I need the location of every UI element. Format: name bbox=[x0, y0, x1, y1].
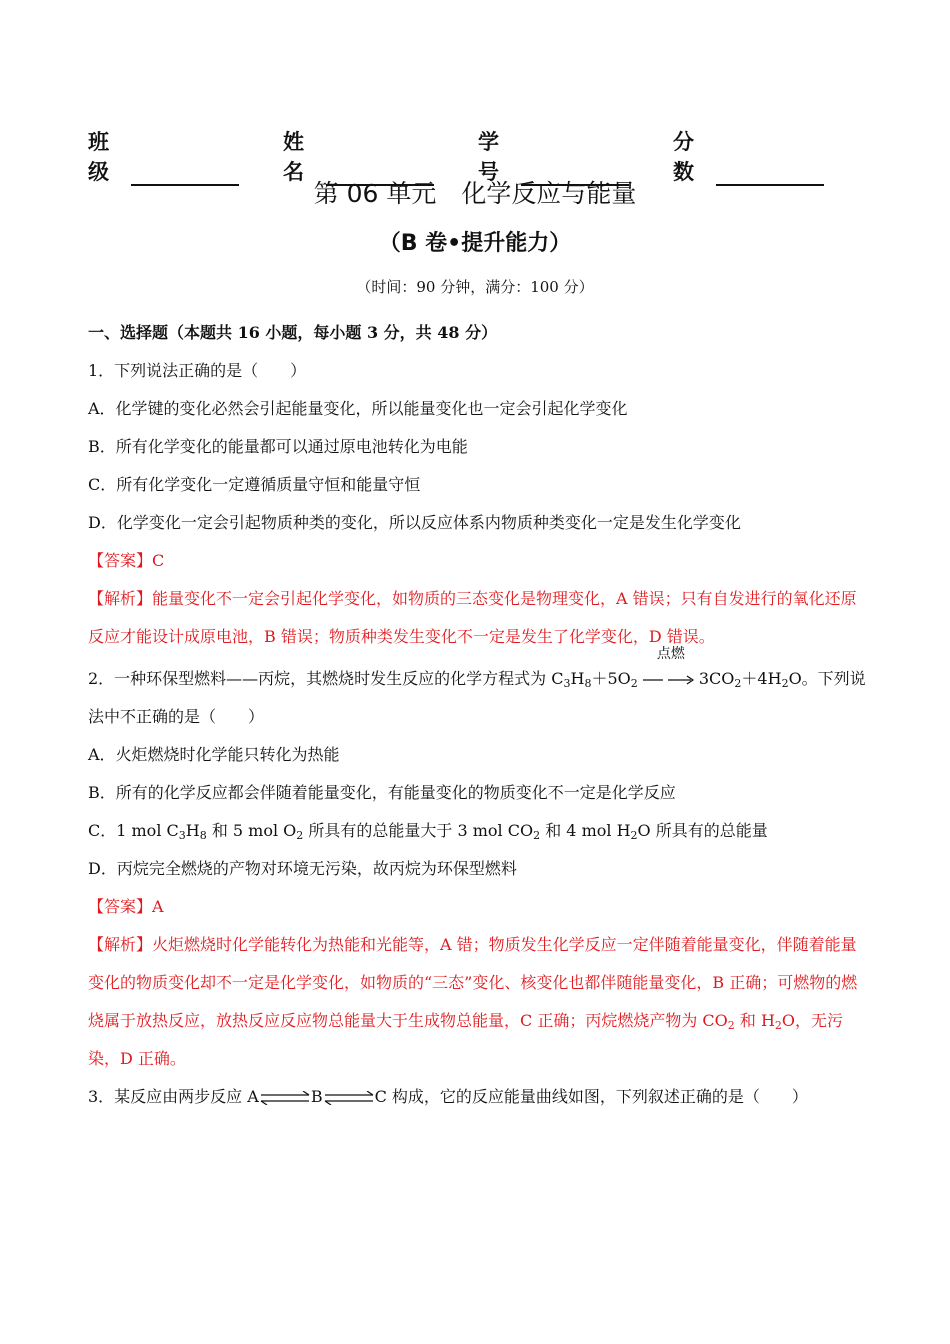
equilibrium-arrow-icon bbox=[323, 1091, 375, 1105]
question-3-stem bbox=[88, 1078, 866, 1116]
stem-text: 3．某反应由两步反应 A bbox=[88, 1087, 259, 1106]
option-text: 和 5 mol O bbox=[211, 821, 297, 840]
question-2-stem-continued: 法中不正确的是（ ） bbox=[88, 707, 265, 726]
question-2-option-d: D．丙烷完全燃烧的产物对环境无污染，故丙烷为环保型燃料 bbox=[88, 859, 517, 878]
name-label: 姓名 bbox=[283, 130, 304, 184]
questions-body bbox=[88, 314, 866, 1116]
question-1-option-a: A．化学键的变化必然会引起能量变化，所以能量变化也一定会引起化学变化 bbox=[88, 399, 628, 418]
analysis-text: 能量变化不一定会引起化学变化，如物质的三态变化是物理变化，A 错误；只有自发进行的氧化还原反应才能设计成原电池，B 错误；物质种类发生变化不一定是发生了化学变化，D 错误。 bbox=[88, 589, 857, 646]
question-1-option-c: C．所有化学变化一定遵循质量守恒和能量守恒 bbox=[88, 475, 421, 494]
option-text: 所具有的总能量大于 3 mol CO bbox=[308, 821, 534, 840]
option-text: C．1 mol C bbox=[88, 821, 179, 840]
arrow-icon bbox=[643, 674, 699, 686]
stem-text: ＋4H bbox=[741, 669, 782, 688]
condition-label: 点燃 bbox=[656, 645, 685, 662]
question-2-answer: 【答案】A bbox=[88, 897, 164, 916]
analysis-text: O，无污染，D 正确。 bbox=[88, 1011, 844, 1068]
class-label: 班级 bbox=[88, 130, 109, 184]
stem-text: ＋5O bbox=[591, 669, 631, 688]
question-2-analysis: 【解析】火炬燃烧时化学能转化为热能和光能等，A 错；物质发生化学反应一定伴随着能量变化，伴随着能量变化的物质变化却不一定是化学变化，如物质的“三态”变化、核变化也都伴随能量变化，B 正确；可燃物的燃烧属于放热反应，放热反应反应物总能量大于生成物总能量，C 正确；丙烷燃烧产物为 $CO_2$ 和 $H_2O$，无污染，D 正确。 bbox=[88, 935, 858, 1068]
question-2-option-a: A．火炬燃烧时化学能只转化为热能 bbox=[88, 745, 340, 764]
stem-text: O。下列说 bbox=[788, 669, 866, 688]
stem-text: B bbox=[310, 1087, 323, 1106]
analysis-label: 【解析】 bbox=[88, 589, 153, 608]
exam-timing: （时间：90 分钟，满分：100 分） bbox=[356, 278, 594, 296]
question-1-answer: 【答案】C bbox=[88, 551, 165, 570]
stem-text: 3CO bbox=[698, 669, 735, 688]
equilibrium-arrow-icon bbox=[259, 1091, 311, 1105]
question-1-option-d: D．化学变化一定会引起物质种类的变化，所以反应体系内物质种类变化一定是发生化学变化 bbox=[88, 513, 741, 532]
page-title: 第 06 单元 化学反应与能量 bbox=[313, 179, 637, 208]
option-text: 和 4 mol H bbox=[545, 821, 631, 840]
question-2-option-b: B．所有的化学反应都会伴随着能量变化，有能量变化的物质变化不一定是化学反应 bbox=[88, 783, 676, 802]
score-label: 分数 bbox=[673, 130, 694, 184]
stem-text: 2．一种环保型燃料——丙烷，其燃烧时发生反应的化学方程式为 C bbox=[88, 669, 564, 688]
page-subtitle: （B 卷•提升能力） bbox=[378, 231, 572, 256]
stem-text: C 构成，它的反应能量曲线如图，下列叙述正确的是（ ） bbox=[374, 1087, 808, 1106]
question-2-stem: 2．一种环保型燃料——丙烷，其燃烧时发生反应的化学方程式为 $C_3H_8+5O_2$ 点燃 $3CO_2+4H_2O$。下列说 bbox=[88, 645, 866, 690]
reaction-arrow bbox=[643, 645, 699, 688]
question-1-stem: 1．下列说法正确的是（ ） bbox=[88, 361, 307, 380]
analysis-text: 和 H bbox=[739, 1011, 775, 1030]
section-heading: 一、选择题（本题共 16 小题，每小题 3 分，共 48 分） bbox=[88, 323, 498, 342]
question-2-option-c: C．1 mol $C_3H_8$ 和 5 mol $O_2$ 所具有的总能量大于 3 mol $CO_2$ 和 4 mol $H_2O$ 所具有的总能量 bbox=[88, 821, 768, 842]
option-text: O 所具有的总能量 bbox=[637, 821, 768, 840]
question-1-option-b: B．所有化学变化的能量都可以通过原电池转化为电能 bbox=[88, 437, 468, 456]
analysis-text: 火炬燃烧时化学能转化为热能和光能等，A 错；物质发生化学反应一定伴随着能量变化，伴随着能量变化的物质变化却不一定是化学变化，如物质的“三态”变化、核变化也都伴随能量变化，B 正确；可燃物的燃烧属于放热反应，放热反应反应物总能量大于生成物总能量，C 正确；丙烷燃烧产物为 CO bbox=[88, 935, 858, 1030]
question-1-analysis bbox=[88, 580, 866, 656]
analysis-label: 【解析】 bbox=[88, 935, 153, 954]
student-id-label: 学号 bbox=[478, 130, 499, 184]
